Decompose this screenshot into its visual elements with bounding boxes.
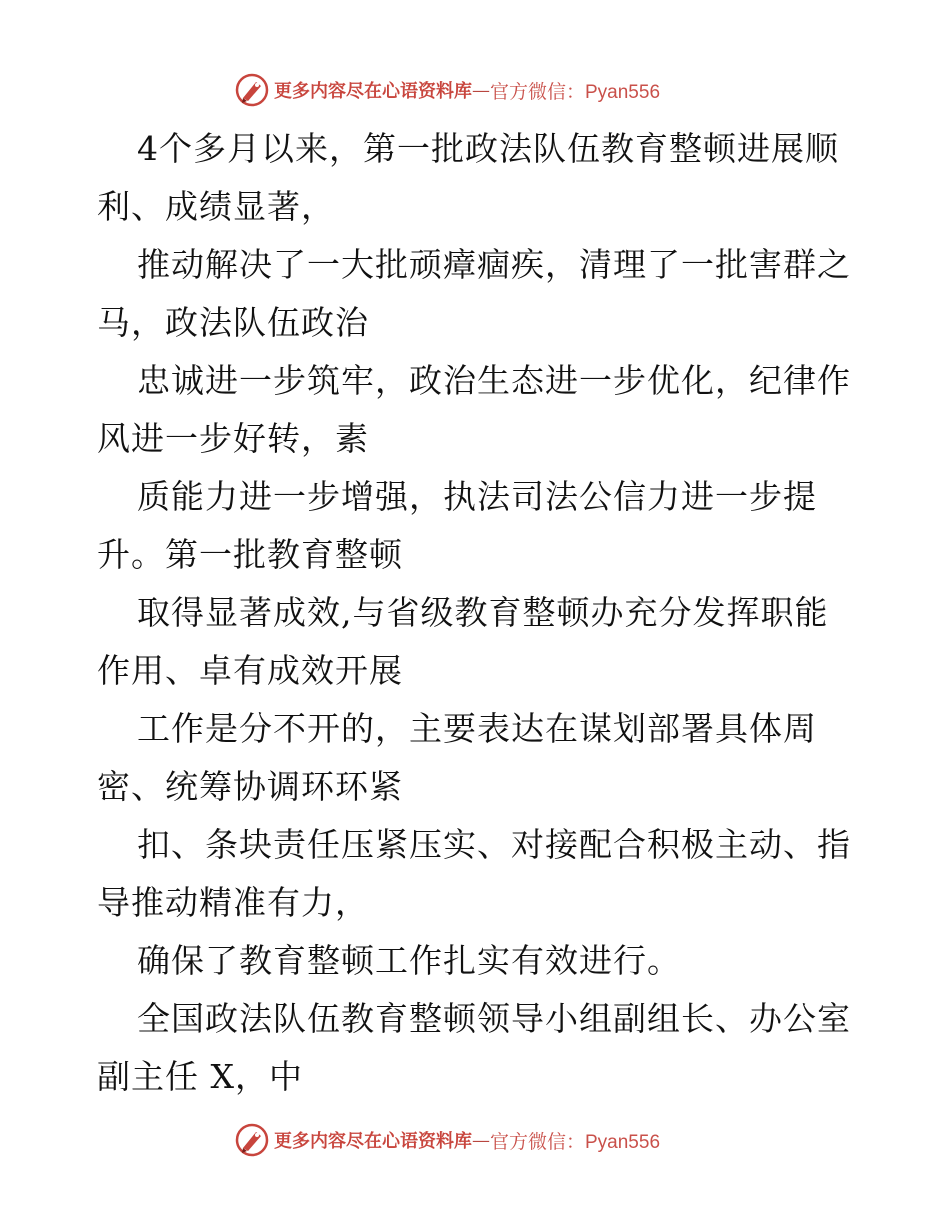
watermark-wechat-text: 官方微信：Pyan556 — [490, 1131, 661, 1153]
document-body — [97, 120, 857, 1106]
paragraph: 工作是分不开的，主要表达在谋划部署具体周密、统筹协调环环紧 — [97, 709, 817, 806]
paragraph: 扣、条块责任压紧压实、对接配合积极主动、指导推动精准有力， — [97, 825, 851, 922]
watermark-separator: — — [472, 79, 490, 101]
watermark-main-text: 更多内容尽在心语资料库 — [274, 1131, 472, 1152]
paragraph: 4个多月以来，第一批政法队伍教育整顿进展顺利、成绩显著， — [97, 129, 839, 226]
paragraph: 取得显著成效,与省级教育整顿办充分发挥职能作用、卓有成效开展 — [97, 593, 829, 690]
watermark-main-text: 更多内容尽在心语资料库 — [274, 81, 472, 102]
paragraph: 推动解决了一大批顽瘴痼疾，清理了一批害群之马，政法队伍政治 — [97, 245, 851, 342]
watermark-separator: — — [472, 1129, 490, 1151]
header-watermark — [234, 70, 660, 110]
paragraph: 全国政法队伍教育整顿领导小组副组长、办公室副主任 X，中 — [97, 999, 851, 1096]
watermark-wechat-text: 官方微信：Pyan556 — [490, 81, 661, 103]
pen-logo-icon — [234, 1122, 270, 1158]
paragraph: 质能力进一步增强，执法司法公信力进一步提升。第一批教育整顿 — [97, 477, 817, 574]
footer-watermark — [234, 1120, 660, 1160]
paragraph: 确保了教育整顿工作扎实有效进行。 — [137, 941, 681, 980]
pen-logo-icon — [234, 72, 270, 108]
paragraph: 忠诚进一步筑牢，政治生态进一步优化，纪律作风进一步好转，素 — [97, 361, 851, 458]
